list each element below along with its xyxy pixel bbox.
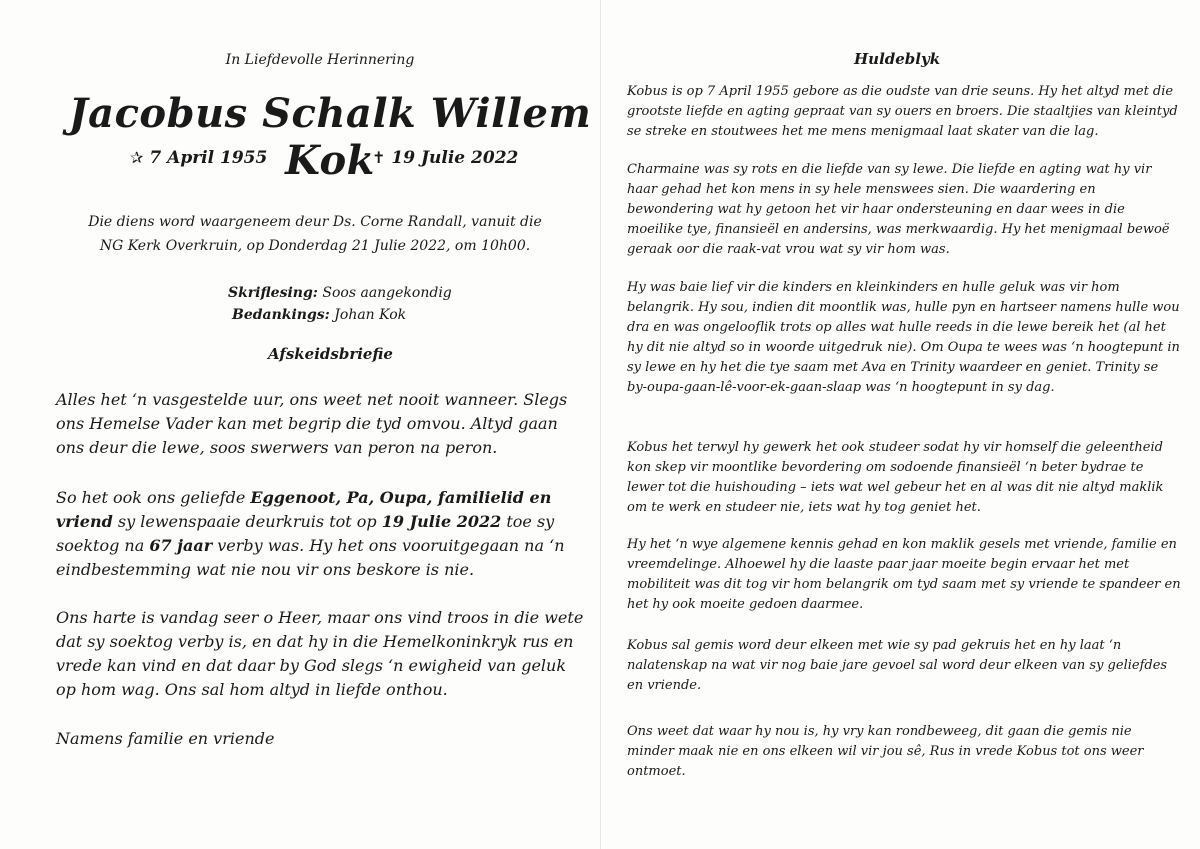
tribute-paragraph-4: Kobus het terwyl hy gewerk het ook studeer sodat hy vir homself die geleentheid kon skep vir moontlike bevordering om sodoende finansieël ‘n beter bydrae te lewer tot die huishouding – iets wat wel gebeur het en al was dit nie altyd maklik om te werk en studeer nie, iets wat hy tog geniet het.: [627, 440, 1164, 515]
service-line-2: NG Kerk Overkruin, op Donderdag 21 Julie 2022, om 10h00.: [99, 238, 531, 254]
thanks-value: Johan Kok: [334, 307, 407, 323]
p2-text-1: So het ook ons geliefde: [56, 488, 251, 507]
service-line-1: Die diens word waargeneem deur Ds. Corne Randall, vanuit die: [88, 214, 542, 230]
tribute-paragraph-3: Hy was baie lief vir die kinders en kleinkinders en hulle geluk was vir hom belangrik. Hy sou, indien dit moontlik was, hulle pyn en hartseer namens hulle wou dra en was ongelooflik trots op alles wat hulle reeds in die lewe bereik het (al het hy dit nie altyd so in woorde uitgedruk nie). Om Oupa te wees was ‘n hoogtepunt in sy lewe en hy het die tye saam met Ava en Trinity waardeer en geniet. Trinity se by-oupa-gaan-lê-voor-ek-gaan-slaap was ‘n hoogtepunt in sy dag.: [627, 280, 1180, 395]
tribute-paragraph-1: Kobus is op 7 April 1955 gebore as die oudste van drie seuns. Hy het altyd met die grootste liefde en agting gepraat van sy ouers en broers. Die staaltjies van kleintyd se streke en stoutwees het me mens menigmaal laat skater van die lag.: [627, 84, 1178, 139]
memorial-heading: In Liefdevolle Herinnering: [225, 52, 415, 68]
birth-date-text: 7 April 1955: [149, 148, 268, 168]
p2-text-2: sy lewenspaaie deurkruis tot op: [112, 512, 382, 531]
thanks-label: Bedankings:: [232, 307, 330, 323]
service-details: [70, 210, 560, 258]
farewell-paragraph-3: Ons harte is vandag seer o Heer, maar ons vind troos in die wete dat sy soektog verby is, en dat hy in die Hemelkoninkryk rus en vrede kan vind en dat daar by God slegs ‘n ewigheid van geluk op hom wag. Ons sal hom altyd in liefde onthou.: [56, 608, 584, 699]
p2-bold-relations: Eggenoot, Pa, Oupa, familielid en vriend: [56, 488, 552, 531]
signoff: Namens familie en vriende: [56, 729, 275, 748]
death-date: [372, 148, 518, 168]
p2-bold-date: 19 Julie 2022: [381, 512, 502, 531]
tribute-paragraph-7: Ons weet dat waar hy nou is, hy vry kan rondbeweeg, dit gaan die gemis nie minder maak nie en ons elkeen wil vir jou sê, Rus in vrede Kobus tot ons weer ontmoet.: [627, 724, 1144, 779]
tribute-paragraph-2: Charmaine was sy rots en die liefde van sy lewe. Die liefde en agting wat hy vir haar gehad het kon mens in sy hele menswees sien. Die waardering en bewondering wat hy getoon het vir haar ondersteuning en daar wees in die moeilike tye, finansieël en andersins, was merkwaardig. Hy het menigmaal bewoë geraak oor die raak-vat vrou wat sy vir hom was.: [627, 162, 1170, 257]
tribute-paragraph-6: Kobus sal gemis word deur elkeen met wie sy pad gekruis het en hy laat ‘n nalatenskap na wat vir nog baie jare gevoel sal word deur elkeen van sy geliefdes en vriende.: [627, 638, 1168, 693]
farewell-paragraph-2: [56, 486, 586, 582]
farewell-title: Afskeidsbriefie: [268, 345, 393, 363]
star-icon: ✰: [130, 148, 144, 167]
tribute-title: Huldeblyk: [854, 50, 941, 68]
cross-icon: ✝: [372, 148, 386, 167]
p2-bold-age: 67 jaar: [149, 536, 213, 555]
birth-date: [130, 148, 267, 168]
reading-label: Skriflesing:: [228, 285, 318, 301]
right-page: [600, 0, 1200, 849]
reading-value: Soos aangekondig: [322, 285, 452, 301]
p2-text-3: toe sy soektog na: [56, 512, 555, 555]
scripture-reading: [228, 282, 452, 326]
tribute-paragraph-5: Hy het ‘n wye algemene kennis gehad en kon maklik gesels met vriende, familie en vreemdelinge. Alhoewel hy die laaste paar jaar moeite begin ervaar het met mobiliteit was dit tog vir hom belangrik om tyd saam met sy vriende te spandeer en het hy ook moeite gedoen daarmee.: [627, 537, 1181, 612]
p2-text-4: verby was. Hy het ons vooruitgegaan na ‘n eindbestemming wat nie nou vir ons beskore is nie.: [56, 536, 565, 579]
farewell-paragraph-1: Alles het ‘n vasgestelde uur, ons weet net nooit wanneer. Slegs ons Hemelse Vader kan met begrip die tyd omvou. Altyd gaan ons deur die lewe, soos swerwers van peron na peron.: [56, 390, 568, 457]
deceased-name: Jacobus Schalk Willem Kok: [68, 90, 592, 184]
death-date-text: 19 Julie 2022: [391, 148, 519, 168]
